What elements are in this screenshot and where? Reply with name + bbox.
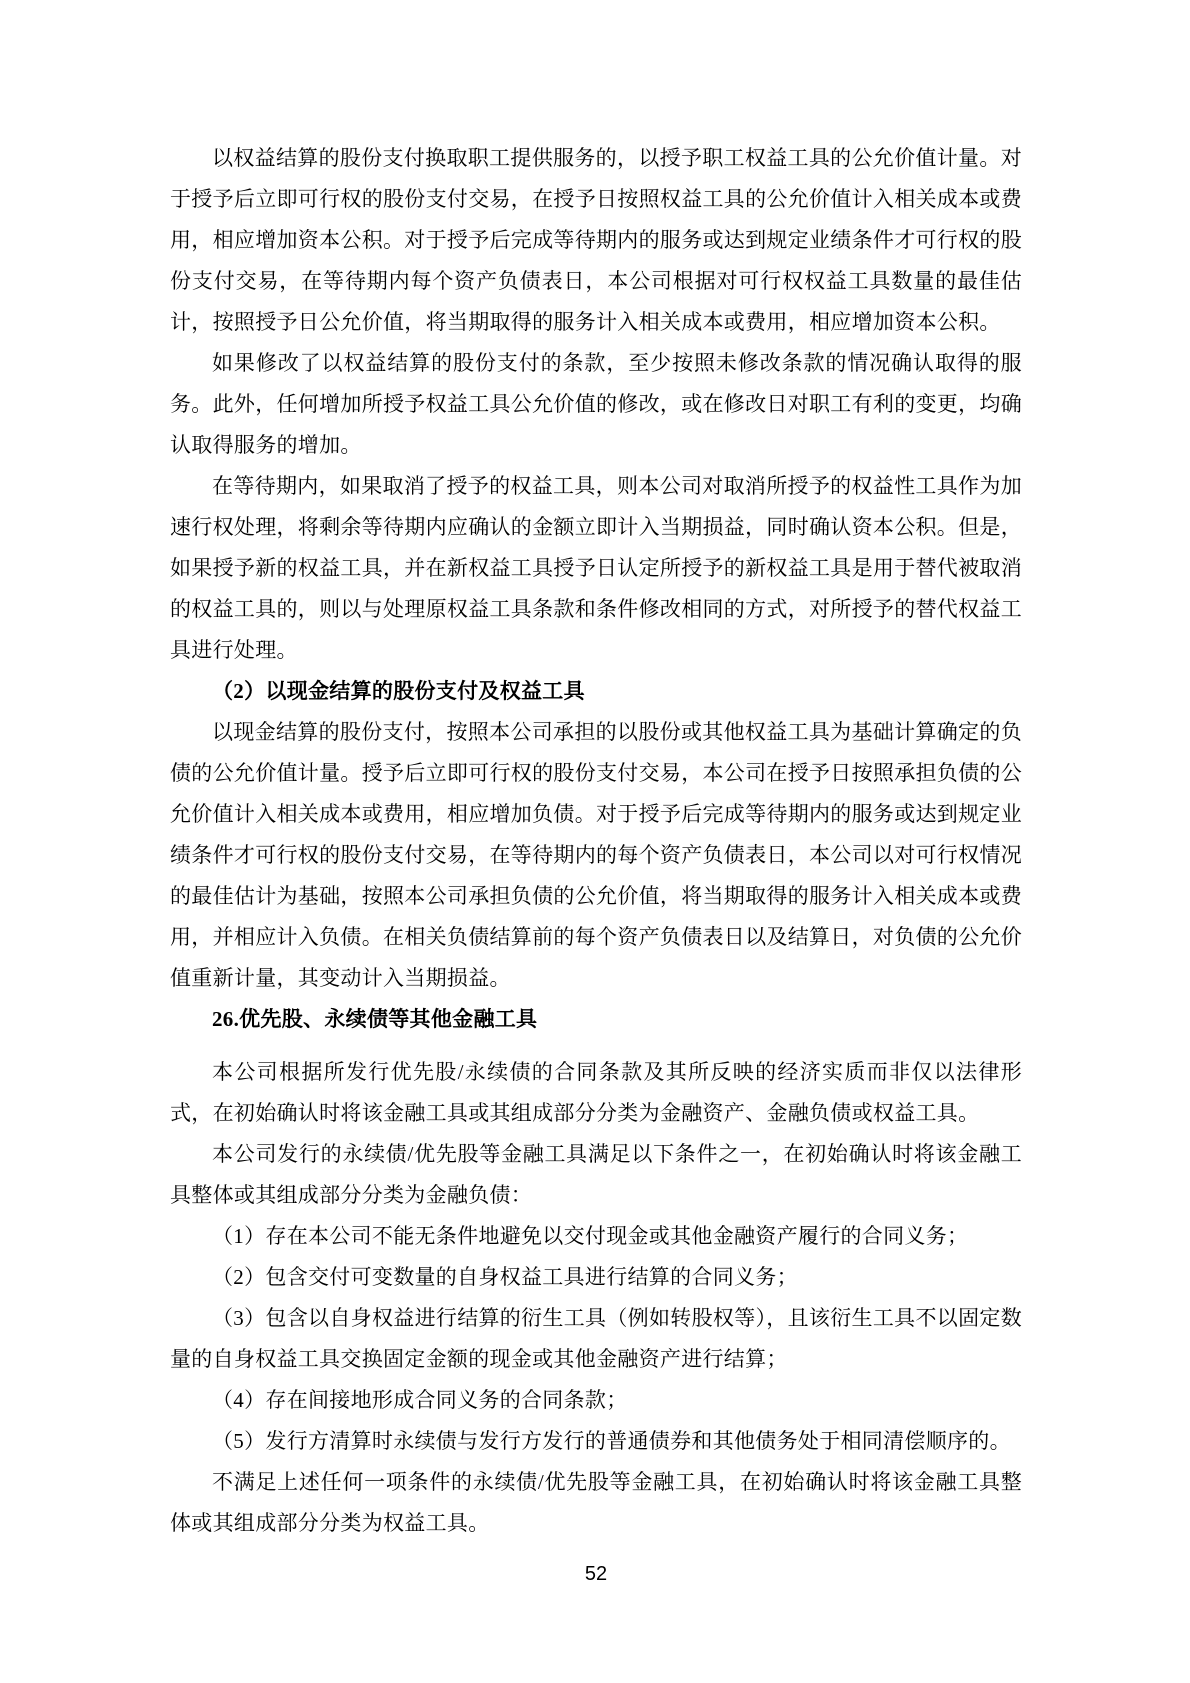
paragraph-equity-instrument-classification: 不满足上述任何一项条件的永续债/优先股等金融工具，在初始确认时将该金融工具整体或其组成部分分类为权益工具。: [170, 1470, 1022, 1535]
list-item-condition-4: （4）存在间接地形成合同义务的合同条款；: [212, 1388, 628, 1412]
paragraph-equity-settled-share-payment: 以权益结算的股份支付换取职工提供服务的，以授予职工权益工具的公允价值计量。对于授予后立即可行权的股份支付交易，在授予日按照权益工具的公允价值计入相关成本或费用，相应增加资本公积。对于授予后完成等待期内的服务或达到规定业绩条件才可行权的股份支付交易，在等待期内每个资产负债表日，本公司根据对可行权权益工具数量的最佳估计，按照授予日公允价值，将当期取得的服务计入相关成本或费用，相应增加资本公积。: [170, 146, 1022, 334]
heading-cash-settled-share-payment: （2）以现金结算的股份支付及权益工具: [212, 679, 585, 703]
list-item-condition-2: （2）包含交付可变数量的自身权益工具进行结算的合同义务；: [212, 1265, 798, 1289]
list-item-condition-5: （5）发行方清算时永续债与发行方发行的普通债券和其他债务处于相同清偿顺序的。: [212, 1429, 1011, 1453]
paragraph-financial-liability-conditions-intro: 本公司发行的永续债/优先股等金融工具满足以下条件之一，在初始确认时将该金融工具整体或其组成部分分类为金融负债：: [170, 1142, 1022, 1207]
list-item-condition-3: （3）包含以自身权益进行结算的衍生工具（例如转股权等），且该衍生工具不以固定数量的自身权益工具交换固定金额的现金或其他金融资产进行结算；: [170, 1306, 1022, 1371]
paragraph-classification-basis: 本公司根据所发行优先股/永续债的合同条款及其所反映的经济实质而非仅以法律形式，在初始确认时将该金融工具或其组成部分分类为金融资产、金融负债或权益工具。: [170, 1060, 1022, 1125]
paragraph-cancellation-during-vesting: 在等待期内，如果取消了授予的权益工具，则本公司对取消所授予的权益性工具作为加速行权处理，将剩余等待期内应确认的金额立即计入当期损益，同时确认资本公积。但是，如果授予新的权益工具，并在新权益工具授予日认定所授予的新权益工具是用于替代被取消的权益工具的，则以与处理原权益工具条款和条件修改相同的方式，对所授予的替代权益工具进行处理。: [170, 474, 1022, 662]
paragraph-modification-of-terms: 如果修改了以权益结算的股份支付的条款，至少按照未修改条款的情况确认取得的服务。此外，任何增加所授予权益工具公允价值的修改，或在修改日对职工有利的变更，均确认取得服务的增加。: [170, 351, 1022, 457]
list-item-condition-1: （1）存在本公司不能无条件地避免以交付现金或其他金融资产履行的合同义务；: [212, 1224, 969, 1248]
page-number: 52: [584, 1563, 608, 1585]
heading-preferred-shares-perpetual-bonds: 26.优先股、永续债等其他金融工具: [212, 1007, 538, 1031]
paragraph-cash-settled-measurement: 以现金结算的股份支付，按照本公司承担的以股份或其他权益工具为基础计算确定的负债的公允价值计量。授予后立即可行权的股份支付交易，本公司在授予日按照承担负债的公允价值计入相关成本或费用，相应增加负债。对于授予后完成等待期内的服务或达到规定业绩条件才可行权的股份支付交易，在等待期内的每个资产负债表日，本公司以对可行权情况的最佳估计为基础，按照本公司承担负债的公允价值，将当期取得的服务计入相关成本或费用，并相应计入负债。在相关负债结算前的每个资产负债表日以及结算日，对负债的公允价值重新计量，其变动计入当期损益。: [170, 720, 1022, 990]
